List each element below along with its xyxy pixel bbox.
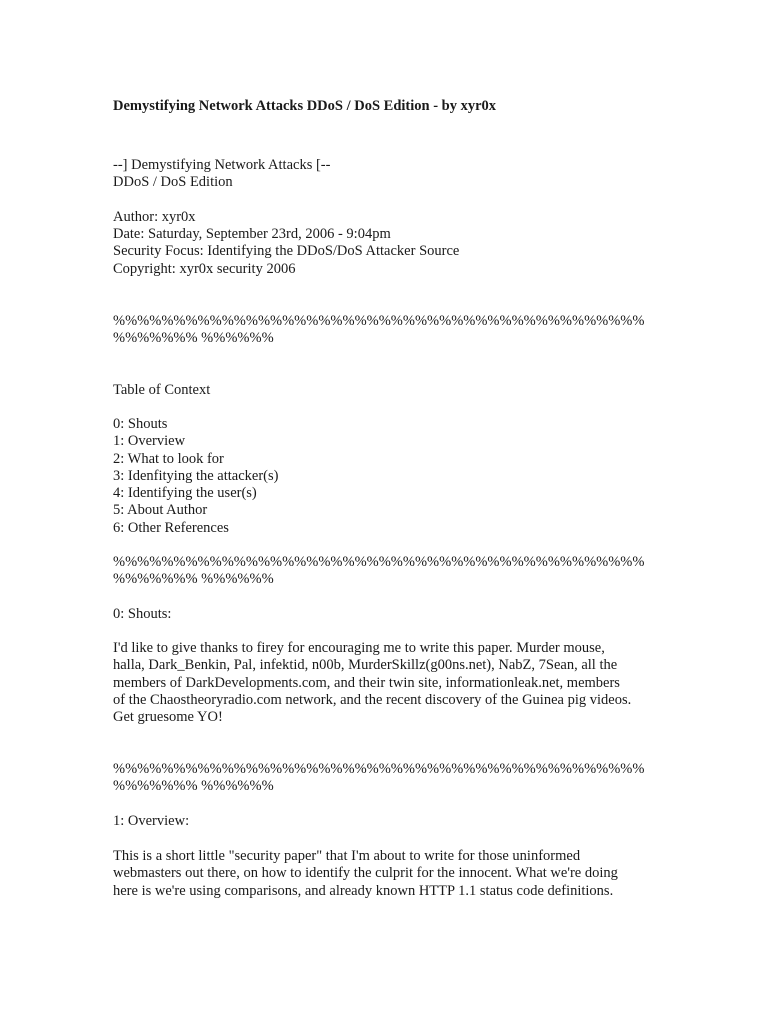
security-focus-line: Security Focus: Identifying the DDoS/DoS Attacker Source [113, 243, 460, 259]
date-line: Date: Saturday, September 23rd, 2006 - 9:04pm [113, 226, 391, 242]
toc-item: 0: Shouts [113, 416, 168, 432]
toc-item: 5: About Author [113, 502, 208, 518]
toc-item: 4: Identifying the user(s) [113, 485, 257, 501]
toc-item: 3: Idenfitying the attacker(s) [113, 468, 279, 484]
overview-paragraph [113, 848, 661, 900]
shouts-paragraph [113, 640, 661, 726]
paragraph-line: members of DarkDevelopments.com, and their twin site, informationleak.net, members [113, 674, 620, 691]
separator-line: %%%%%%% %%%%%% [113, 330, 274, 346]
separator-line: %%%%%%%%%%%%%%%%%%%%%%%%%%%%%%%%%%%%%%%%%%%% [113, 761, 645, 777]
paragraph-line: Get gruesome YO! [113, 709, 223, 726]
toc-item: 1: Overview [113, 433, 186, 449]
header-line-1: --] Demystifying Network Attacks [-- [113, 157, 331, 173]
separator-line: %%%%%%%%%%%%%%%%%%%%%%%%%%%%%%%%%%%%%%%%%%%% [113, 554, 645, 570]
separator-line: %%%%%%% %%%%%% [113, 571, 274, 587]
header-line-2: DDoS / DoS Edition [113, 174, 233, 190]
shouts-heading: 0: Shouts: [113, 606, 172, 622]
copyright-line: Copyright: xyr0x security 2006 [113, 261, 296, 277]
toc-heading: Table of Context [113, 382, 211, 398]
toc-item: 6: Other References [113, 520, 229, 536]
paragraph-line: of the Chaostheoryradio.com network, and the recent discovery of the Guinea pig videos. [113, 691, 632, 708]
author-line: Author: xyr0x [113, 209, 196, 225]
document-title: Demystifying Network Attacks DDoS / DoS Edition - by xyr0x [113, 98, 497, 114]
overview-heading: 1: Overview: [113, 813, 190, 829]
paragraph-line: webmasters out there, on how to identify the culprit for the innocent. What we're doing [113, 865, 618, 882]
separator-line: %%%%%%% %%%%%% [113, 778, 274, 794]
paragraph-line: here is we're using comparisons, and already known HTTP 1.1 status code definitions. [113, 882, 614, 899]
toc-item: 2: What to look for [113, 451, 224, 467]
paragraph-line: This is a short little "security paper" that I'm about to write for those uninformed [113, 848, 581, 864]
paragraph-line: I'd like to give thanks to firey for encouraging me to write this paper. Murder mouse, [113, 640, 605, 656]
paragraph-line: halla, Dark_Benkin, Pal, infektid, n00b, MurderSkillz(g00ns.net), NabZ, 7Sean, all the [113, 657, 618, 674]
separator-line: %%%%%%%%%%%%%%%%%%%%%%%%%%%%%%%%%%%%%%%%%%%% [113, 313, 645, 329]
